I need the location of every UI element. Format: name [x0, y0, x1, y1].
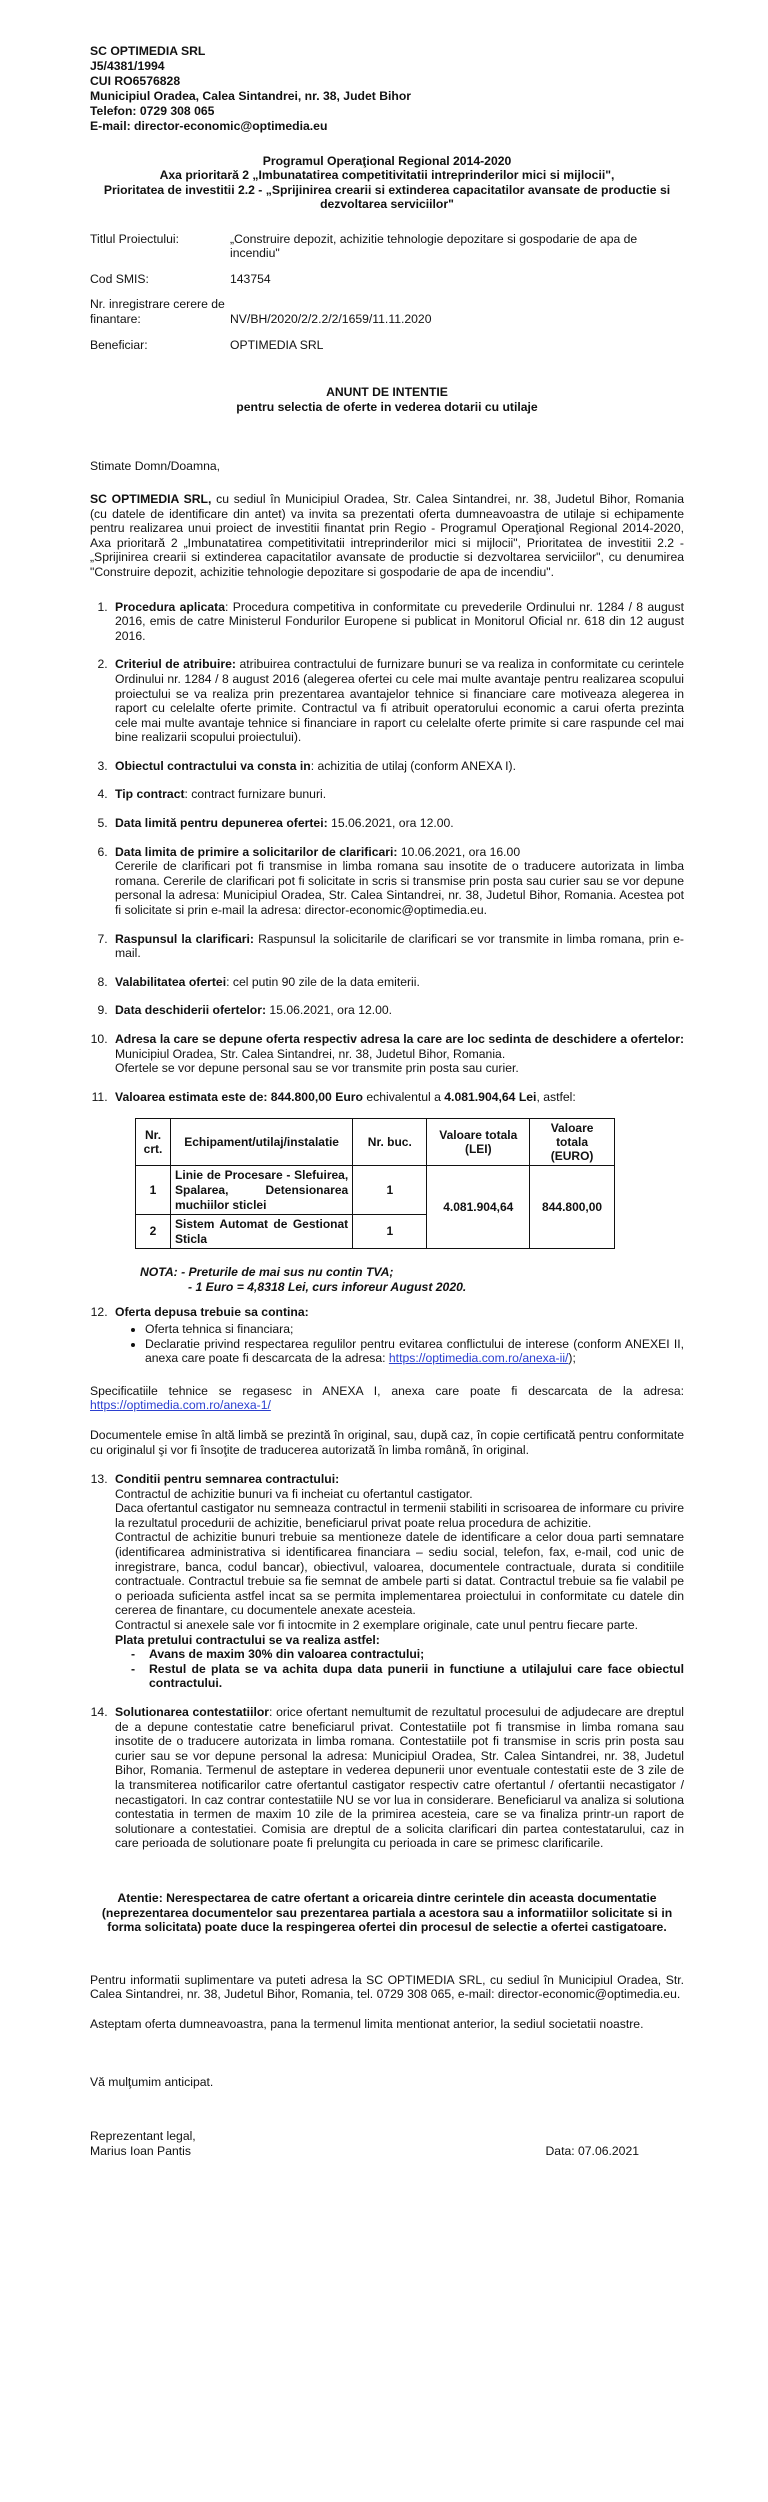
intro-paragraph	[90, 492, 684, 580]
waiting-paragraph: Asteptam oferta dumneavoastra, pana la termenul limita mentionat anterior, la sediul societatii noastre.	[90, 2016, 644, 2031]
payment-list	[115, 1647, 684, 1691]
list-item	[111, 657, 684, 745]
info-label: Beneficiar:	[90, 337, 148, 352]
conditions-list	[90, 600, 684, 1366]
signature-date: Data: 07.06.2021	[545, 2143, 639, 2158]
col-header: Nr. crt.	[136, 1119, 171, 1166]
item-label: Solutionarea contestatiilor	[115, 1705, 270, 1719]
item-label: Procedura aplicata	[115, 599, 225, 614]
signature-role: Reprezentant legal,	[90, 2129, 196, 2144]
item-text: echivalentul a	[362, 1089, 445, 1104]
program-line-3: Prioritatea de investitii 2.2 - „Sprijinirea crearii si extinderea capacitatilor avansate de productie si dezvoltarea serviciilor"	[103, 182, 671, 212]
table-row	[136, 1166, 615, 1215]
item-text: Ofertele se vor depune personal sau se vor transmite prin posta sau curier.	[115, 1061, 519, 1076]
documents-paragraph: Documentele emise în altă limbă se prezintă în original, sau, după caz, în copie certificată pentru conformitate cu originalul şi vor fi însoţite de traducerea autorizată în limba română, în original.	[90, 1427, 684, 1457]
item-text: 10.06.2021, ora 16.00	[397, 844, 521, 859]
item-text: : Procedura competitiva in conformitate cu prevederile Ordinului nr. 1284 / 8 august 2016, emis de catre Ministerul Fondurilor Europene si publicat in Monitorul Oficial nr. 618 din 12 august 2016.	[115, 599, 685, 643]
item-label: Adresa la care se depune oferta respectiv adresa la care are loc sedinta de deschidere a ofertelor:	[115, 1032, 684, 1046]
price-note-line-1: NOTA: - Preturile de mai sus nu contin TVA;	[140, 1265, 394, 1280]
item-text: : contract furnizare bunuri.	[184, 787, 327, 802]
item-value-lei: 4.081.904,64 Lei	[444, 1089, 537, 1104]
list-item	[111, 1032, 684, 1076]
list-item	[111, 759, 684, 774]
list-item	[111, 932, 684, 961]
list-item	[111, 1472, 684, 1691]
anexa-ii-link[interactable]: https://optimedia.com.ro/anexa-ii/	[388, 1351, 569, 1366]
announcement-title-line-1: ANUNT DE INTENTIE	[326, 385, 448, 400]
item-label: Data deschiderii ofertelor:	[115, 1003, 267, 1018]
item-text: Contractul de achizitie bunuri va fi incheiat cu ofertantul castigator.	[115, 1486, 473, 1501]
item-text: , astfel:	[536, 1089, 576, 1104]
cell-name: Linie de Procesare - Slefuirea, Spalarea, Detensionarea muchiilor sticlei	[171, 1166, 353, 1215]
item-text: 15.06.2021, ora 12.00.	[327, 816, 454, 831]
item-text: Declaratie privind respectarea regulilor pentru evitarea conflictului de interese (conform ANEXEI II, anexa care poate fi descarcata de la adresa:	[145, 1336, 684, 1366]
intro-company: SC OPTIMEDIA SRL,	[90, 491, 212, 506]
info-row	[90, 338, 684, 364]
price-note-line-2: - 1 Euro = 4,8318 Lei, curs inforeur August 2020.	[188, 1280, 467, 1295]
item-text: );	[568, 1351, 576, 1366]
list-item	[111, 1003, 684, 1018]
item-text: : cel putin 90 zile de la data emiterii.	[226, 974, 420, 989]
list-item: - Restul de plata se va achita dupa data punerii in functiune a utilajului care face obiectul contractului.	[149, 1662, 684, 1691]
list-item	[111, 845, 684, 918]
item-label: Oferta depusa trebuie sa contina:	[115, 1305, 309, 1320]
table-header-row	[136, 1119, 615, 1166]
company-email: E-mail: director-economic@optimedia.eu	[90, 119, 328, 133]
item-text: : orice ofertant nemultumit de rezultatul procesului de adjudecare are dreptul de a depune contestatie catre beneficiarul privat. Contestatiile pot fi transmise in limba romana sau insotite de o traducere autorizata in limba romana. Contestatiile pot fi transmise in scris prin posta sau curier sau se vor depune personal la adresa: Municipiul Oradea, Str. Calea Sintandrei, nr. 38, Judetul Bihor, Romania. Termenul de asteptare in vederea depunerii unor eventuale contestatii este de 3 zile de la transmiterea notificarilor catre ofertantul castigator respectiv catre ofertantul / ofertantii necastigator / necastigatori. In caz contrar contestatiile NU se vor lua in considerare. Beneficiarul va analiza si solutiona contestatia in termen de maxim 10 zile de la primirea acesteia, care se va finaliza printr-un raport de solutionare a contestatiei. Comisia are dreptul de a solicita clarificari din partea contestatarului, caz in care perioada de solutionare poate fi prelungita cu perioada in care se primesc clarificarile.	[115, 1705, 684, 1851]
item-text: Daca ofertantul castigator nu semneaza contractul in termenii stabiliti in scrisoarea de informare cu privire la rezultatul procedurii de achizitie, beneficiarul privat poate relua procedura de achizitie.	[115, 1501, 685, 1530]
item-text: Contractul de achizitie bunuri trebuie sa mentioneze datele de identificare a celor doua parti semnatare (identificarea administrativa si identificarea financiara – sediu social, telefon, fax, e-mail, cod unic de inregistrare, banca, codul bancar), obiectivul, valoarea, documentele contractuale, durata si conditiile contractuale. Contractul trebuie sa fie semnat de ambele parti si datat. Contractul trebuie sa fie valabil pe o perioada suficienta astfel incat sa se permita implementarea proiectului in conformitate cu datele din cererea de finantare, cu documentele anexate acesteia.	[115, 1530, 684, 1618]
cell-qty: 1	[353, 1215, 427, 1249]
company-reg: J5/4381/1994	[90, 59, 165, 73]
info-row	[90, 297, 684, 337]
list-item	[111, 600, 684, 644]
company-cui: CUI RO6576828	[90, 74, 181, 88]
col-header: Echipament/utilaj/instalatie	[171, 1119, 353, 1166]
program-heading	[90, 154, 684, 212]
info-label: Cod SMIS:	[90, 271, 149, 286]
company-address: Municipiul Oradea, Calea Sintandrei, nr. 38, Judet Bihor	[90, 89, 412, 103]
list-item	[111, 816, 684, 831]
item-text: 15.06.2021, ora 12.00.	[266, 1003, 393, 1018]
offer-contents-list	[115, 1322, 684, 1366]
specs-text: Specificatiile tehnice se regasesc in ANEXA I, anexa care poate fi descarcata de la adresa:	[90, 1383, 684, 1398]
info-label: Titlul Proiectului:	[90, 231, 179, 246]
info-value: OPTIMEDIA SRL	[230, 337, 324, 352]
document-body	[90, 44, 684, 2189]
company-phone: Telefon: 0729 308 065	[90, 104, 215, 118]
item-label: Tip contract	[115, 787, 185, 802]
item-label: Obiectul contractului va consta in	[115, 758, 311, 773]
list-item	[111, 787, 684, 802]
price-note	[140, 1265, 684, 1295]
item-label: Criteriul de atribuire:	[115, 657, 236, 672]
attention-notice: Atentie: Nerespectarea de catre ofertant a oricareia dintre cerintele din aceasta documentatie (neprezentarea documentelor sau prezentarea partiala a acestora sau a informatiilor solicitate si in forma solicitata) poate duce la respingerea ofertei din procesul de selectie a ofertei castigatoare.	[101, 1890, 673, 1935]
cell-name: Sistem Automat de Gestionat Sticla	[171, 1215, 353, 1249]
item-text: Cererile de clarificari pot fi transmise in limba romana sau insotite de o traducere autorizata in limba romana. Cererile de clarificari pot fi solicitate in scris si transmise prin posta sau curier sau se vor depune personal la adresa: Municipiul Oradea, Str. Calea Sintandrei, nr. 38, Judetul Bihor, Romania. Acestea pot fi solicitate si prin e-mail la adresa: director-economic@optimedia.eu.	[115, 859, 684, 918]
company-header	[90, 44, 684, 134]
item-label: Valabilitatea ofertei	[115, 974, 227, 989]
program-line-1: Programul Operaţional Regional 2014-2020	[262, 154, 512, 168]
col-header: Nr. buc.	[353, 1119, 427, 1166]
list-item	[111, 1705, 684, 1851]
info-row	[90, 232, 684, 272]
company-name: SC OPTIMEDIA SRL	[90, 44, 206, 58]
announcement-title	[90, 385, 684, 414]
conditions-list-continued	[90, 1472, 684, 1851]
intro-text: cu sediul în Municipiul Oradea, Str. Calea Sintandrei, nr. 38, Judetul Bihor, Romania (cu datele de identificare din antet) va invita sa prezentati oferta dumneavoastra de utilaje si echipamente pentru realizarea unui proiect de investitii finantat prin Regio - Programul Operaţional Regional 2014-2020, Axa prioritară 2 „Imbunatatirea competitivitatii intreprinderilor mici si mijlocii", Prioritatea de investitii 2.2 - „Sprijinirea crearii si extinderea capacitatilor avansate de productie si dezvoltarea serviciilor", cu denumirea "Construire depozit, achizitie tehnologie depozitare si gospodarie de apa de incendiu".	[90, 491, 684, 579]
item-label: Valoarea estimata este de: 844.800,00 Euro	[115, 1089, 363, 1104]
col-header: Valoare totala (EURO)	[530, 1119, 615, 1166]
specs-paragraph	[90, 1384, 684, 1413]
program-line-2: Axa prioritară 2 „Imbunatatirea competitivitatii intreprinderilor mici si mijlocii",	[159, 168, 615, 183]
col-header: Valoare totala (LEI)	[427, 1119, 530, 1166]
item-text: Raspunsul la solicitarile de clarificari se vor transmite in limba romana, prin e-mail.	[115, 931, 684, 961]
list-item	[111, 1305, 684, 1365]
greeting: Stimate Domn/Doamna,	[90, 459, 221, 474]
cell-total-lei: 4.081.904,64	[427, 1166, 530, 1249]
item-text: : achizitia de utilaj (conform ANEXA I).	[310, 758, 516, 773]
cell-nr: 2	[136, 1215, 171, 1249]
list-item: - Avans de maxim 30% din valoarea contractului;	[149, 1647, 684, 1662]
anexa-1-link[interactable]: https://optimedia.com.ro/anexa-1/	[90, 1398, 271, 1413]
payment-title: Plata pretului contractului se va realiza astfel:	[115, 1632, 380, 1647]
info-label: Nr. inregistrare cerere de finantare:	[90, 297, 225, 326]
thanks-line: Vă mulţumim anticipat.	[90, 2074, 214, 2089]
item-label: Data limită pentru depunerea ofertei:	[115, 816, 328, 831]
list-item: • Oferta tehnica si financiara;	[145, 1322, 684, 1337]
project-info-table	[90, 232, 684, 364]
announcement-title-line-2: pentru selectia de oferte in vederea dotarii cu utilaje	[236, 399, 538, 414]
cell-total-euro: 844.800,00	[530, 1166, 615, 1249]
info-row	[90, 272, 684, 298]
list-item	[111, 975, 684, 990]
item-label: Conditii pentru semnarea contractului:	[115, 1472, 340, 1487]
item-text: atribuirea contractului de furnizare bunuri se va realiza in conformitate cu cerintele Ordinului nr. 1284 / 8 august 2016 (alegerea ofertei cu cele mai multe avantaje pentru realizarea scopului proiectului se va realiza prin prezentarea avantajelor tehnice si financiare care motiveaza alegerea in raport cu celelalte oferte primite. Contractul va fi atribuit operatorului economic a carui oferta prezinta cele mai multe avantaje tehnice si financiare in raport cu celelalte oferte primite si care raspunde cel mai bine realizarii scopului proiectului).	[115, 657, 685, 745]
item-text: Municipiul Oradea, Str. Calea Sintandrei, nr. 38, Judetul Bihor, Romania.	[115, 1046, 506, 1061]
signature-block	[90, 2129, 684, 2189]
info-value: 143754	[230, 271, 271, 286]
cell-nr: 1	[136, 1166, 171, 1215]
list-item	[145, 1337, 684, 1366]
info-value: NV/BH/2020/2/2.2/2/1659/11.11.2020	[230, 312, 432, 326]
cell-qty: 1	[353, 1166, 427, 1215]
item-label: Raspunsul la clarificari:	[115, 931, 254, 946]
list-item	[111, 1090, 684, 1296]
equipment-table	[135, 1118, 615, 1249]
contact-paragraph: Pentru informatii suplimentare va puteti adresa la SC OPTIMEDIA SRL, cu sediul în Municipiul Oradea, Str. Calea Sintandrei, nr. 38, Judetul Bihor, Romania, tel. 0729 308 065, e-mail: director-economic@optimedia.eu.	[90, 1972, 684, 2002]
info-value: „Construire depozit, achizitie tehnologie depozitare si gospodarie de apa de incendiu"	[230, 231, 638, 261]
item-label: Data limita de primire a solicitarilor de clarificari:	[115, 844, 398, 859]
item-text: Contractul si anexele sale vor fi intocmite in 2 exemplare originale, cate unul pentru fiecare parte.	[115, 1618, 638, 1633]
signature-name: Marius Ioan Pantis	[90, 2143, 191, 2158]
